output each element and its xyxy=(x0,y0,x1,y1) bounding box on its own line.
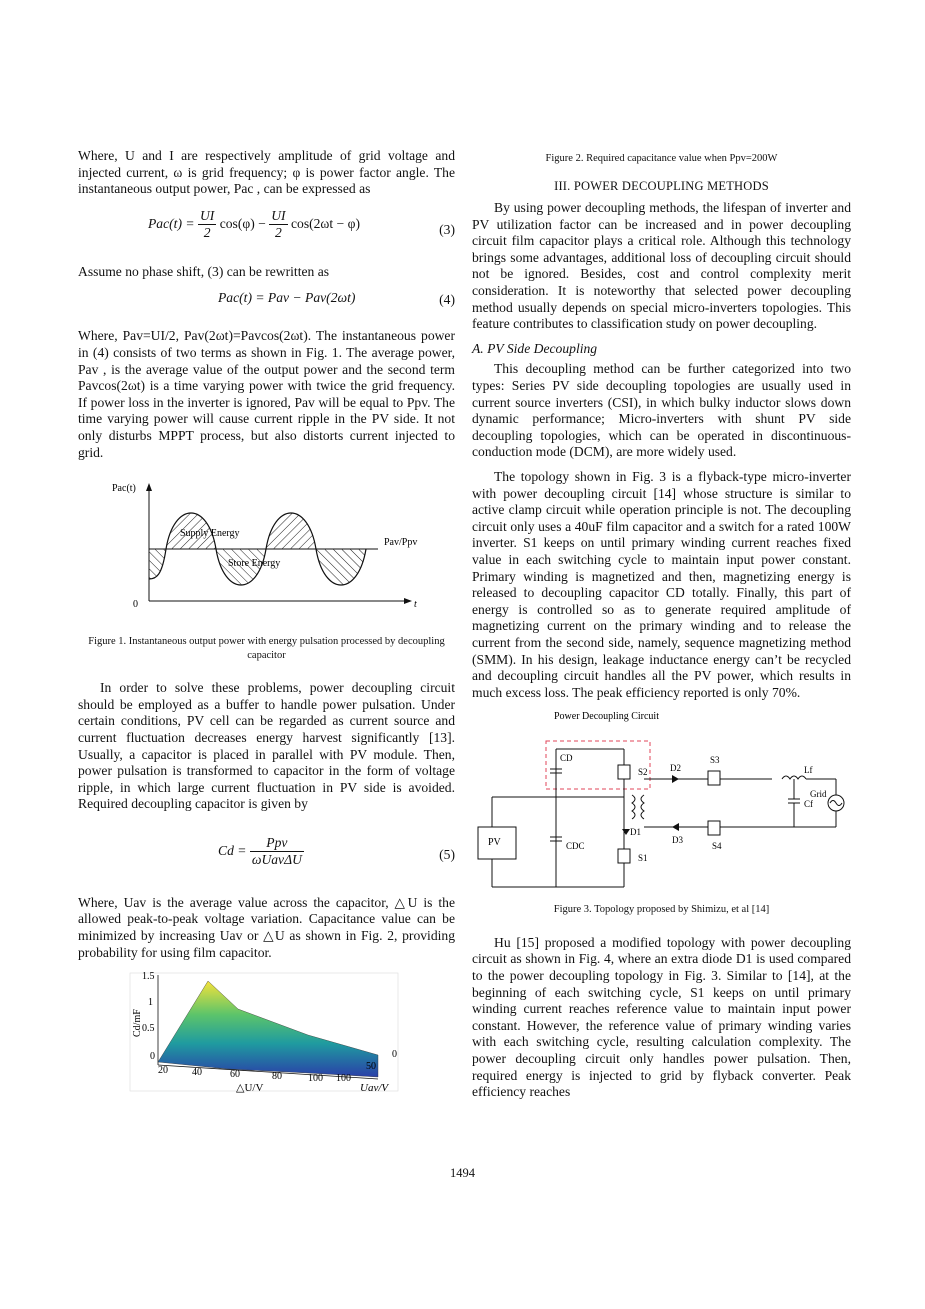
subsection-heading: A. PV Side Decoupling xyxy=(472,340,598,356)
svg-text:0: 0 xyxy=(392,1049,397,1061)
svg-text:Cf: Cf xyxy=(804,799,813,810)
decoupling-box xyxy=(546,741,650,789)
svg-text:S3: S3 xyxy=(710,755,720,766)
svg-text:D3: D3 xyxy=(672,835,683,846)
svg-text:0: 0 xyxy=(150,1051,155,1063)
svg-text:Lf: Lf xyxy=(804,765,813,776)
right-column xyxy=(472,148,851,1109)
svg-text:0.5: 0.5 xyxy=(142,1023,155,1035)
paragraph: Where, Pav=UI/2, Pav(2ωt)=Pavcos(2ωt). The instantaneous power in (4) consists of two terms as shown in Fig. 1. The average power, Pav , is the average value of the output power and the second term Pavcos(2ωt) is a time varying power with twice the grid frequency. If power loss in the inverter is ignored, Pav will be equal to Ppv. The time varying power will cause current ripple in the PV side. It not only disturbs MPPT process, but also distorts current injected to grid. xyxy=(78,328,455,460)
equation-5: Cd = $\frac{\text{Ppv}}{\text{ωUavΔU}}$ (5) xyxy=(218,834,455,868)
paragraph: This decoupling method can be further categorized into two types: Series PV side decoupling topologies are usually used in current source inverters (CSI), in which bulky inductor slows down dynamic performance; Micro-inverters with shunt PV side decoupling topologies, which can be operated in discontinuous-conduction mode (DCM), are more widely used. xyxy=(472,361,851,460)
svg-text:100: 100 xyxy=(336,1073,351,1085)
x-axis-label: △U/V xyxy=(236,1082,264,1095)
circuit-topology-diagram xyxy=(472,709,851,899)
paragraph: Where, U and I are respectively amplitude of grid voltage and injected current, ω is grid frequency; φ is power factor angle. The instantaneous output power, Pac , can be expressed as xyxy=(78,148,455,197)
figure-2-caption: Figure 2. Required capacitance value when Ppv=200W xyxy=(545,153,778,164)
y-axis-label: Uav/V xyxy=(360,1082,389,1095)
svg-text:D2: D2 xyxy=(670,763,681,774)
svg-text:80: 80 xyxy=(272,1071,282,1083)
svg-text:S4: S4 xyxy=(712,841,722,852)
equation-number: (3) xyxy=(439,221,455,237)
paragraph: The topology shown in Fig. 3 is a flyback-type micro-inverter with power decoupling circuit [14] whose structure is similar to active clamp circuit while operation principle is not. The decoupling circuit only uses a 40uF film capacitor and a switch for a rated 100W inverter. S1 keeps on until primary winding current reaches fixed value in each switching cycle to maintain input power constant. Primary winding is magnetized and then, magnetizing energy is released to decoupling capacitor CD totally. Finally, this part of energy is controlled so as to generate required amplitude of magnetizing current on the primary winding and to release the current from the second side, namely, sequence magnetizing method (SMM). In his design, leakage inductance energy can’t be recycled and decoupling circuit handles all the PV power, which results in much excess loss. The peak efficiency reported is only 70%. xyxy=(472,469,851,700)
paragraph: By using power decoupling methods, the lifespan of inverter and PV utilization factor can be increased and in power decoupling circuit film capacitor plays a critical role. Although this technology brings some advantages, additional loss of decoupling circuit should not be ignored. Besides, cost and control complexity merit consideration. It is noteworthy that selected power decoupling method usually depends on special micro-inverters topologies. This feature contributes to classification study on power decoupling. xyxy=(472,200,851,332)
decoupling-circuit-label: Power Decoupling Circuit xyxy=(554,711,659,723)
paragraph: Where, Uav is the average value across the capacitor, △U is the allowed peak-to-peak voltage variation. Capacitance value can be minimized by increasing Uav or △U as shown in Fig. 2, providing probability for using film capacitor. xyxy=(78,894,455,960)
store-energy-label: Store Energy xyxy=(228,558,281,570)
svg-text:CD: CD xyxy=(560,753,573,764)
section-heading: III. POWER DECOUPLING METHODS xyxy=(554,178,769,193)
figure-2 xyxy=(78,969,455,1099)
power-waveform-plot xyxy=(78,481,455,631)
capacitance-surface-plot xyxy=(78,969,455,1099)
svg-text:1: 1 xyxy=(148,997,153,1009)
svg-text:S1: S1 xyxy=(638,853,648,864)
svg-text:CDC: CDC xyxy=(566,841,585,852)
figure-3-caption: Figure 3. Topology proposed by Shimizu, et al [14] xyxy=(553,904,770,916)
paragraph: Assume no phase shift, (3) can be rewritten as xyxy=(78,263,330,279)
svg-text:Grid: Grid xyxy=(810,789,827,800)
equation-number: (4) xyxy=(439,292,455,308)
paragraph: In order to solve these problems, power decoupling circuit should be employed as a buffer to handle power pulsation. Under certain conditions, PV cell can be regarded as current source and current fluctuation decreases energy harvest significantly [13]. Usually, a capacitor is placed in parallel with PV module. Then, power pulsation is transformed to capacitor in the form of voltage ripple, in which large current fluctuation in PV side is avoided. Required decoupling capacitor is given by xyxy=(78,680,455,812)
figure-1-caption: Figure 1. Instantaneous output power with energy pulsation processed by decoupling capacitor xyxy=(88,636,445,661)
figure-1 xyxy=(78,481,455,631)
svg-text:60: 60 xyxy=(230,1069,240,1081)
figure-3 xyxy=(472,709,851,899)
svg-text:100: 100 xyxy=(308,1073,323,1085)
paragraph: Hu [15] proposed a modified topology with power decoupling circuit as shown in Fig. 4, where an extra diode D1 is used compared to the power decoupling topology in Fig. 3. Similar to [14], at the beginning of each switching cycle, S1 keeps on until primary winding current reaches reference value to maintain input power constant. However, the reference value of primary winding varies with each switching cycle, resulting calculation complexity. The power decoupling circuit only handles power pulsation. Then, required energy is injected to grid by flyback converter. Peak efficiency reaches xyxy=(472,934,851,1100)
svg-text:20: 20 xyxy=(158,1065,168,1077)
svg-text:1.5: 1.5 xyxy=(142,971,155,983)
svg-text:D1: D1 xyxy=(630,827,641,838)
left-column xyxy=(78,148,455,1099)
equation-4: Pac(t) = Pav − Pav(2ωt) (4) xyxy=(218,290,455,308)
svg-text:S2: S2 xyxy=(638,767,648,778)
svg-text:40: 40 xyxy=(192,1067,202,1079)
svg-text:50: 50 xyxy=(366,1061,376,1073)
y-axis-label: Pac(t) xyxy=(112,483,136,495)
svg-text:PV: PV xyxy=(488,837,501,849)
surface xyxy=(158,981,378,1077)
average-label: Pav/Ppv xyxy=(384,537,418,549)
supply-energy-label: Supply Energy xyxy=(180,528,240,540)
page-number: 1494 xyxy=(450,1166,475,1180)
z-axis-label: Cd/mF xyxy=(132,1009,143,1038)
equation-number: (5) xyxy=(439,846,455,862)
time-label: t xyxy=(414,599,417,611)
equation-3: Pac(t) = $\frac{UI}{2}$ cos(φ) − $\frac{UI}{2}$ cos(2ωt − φ) (3) xyxy=(148,207,455,241)
origin-label: 0 xyxy=(133,599,138,611)
